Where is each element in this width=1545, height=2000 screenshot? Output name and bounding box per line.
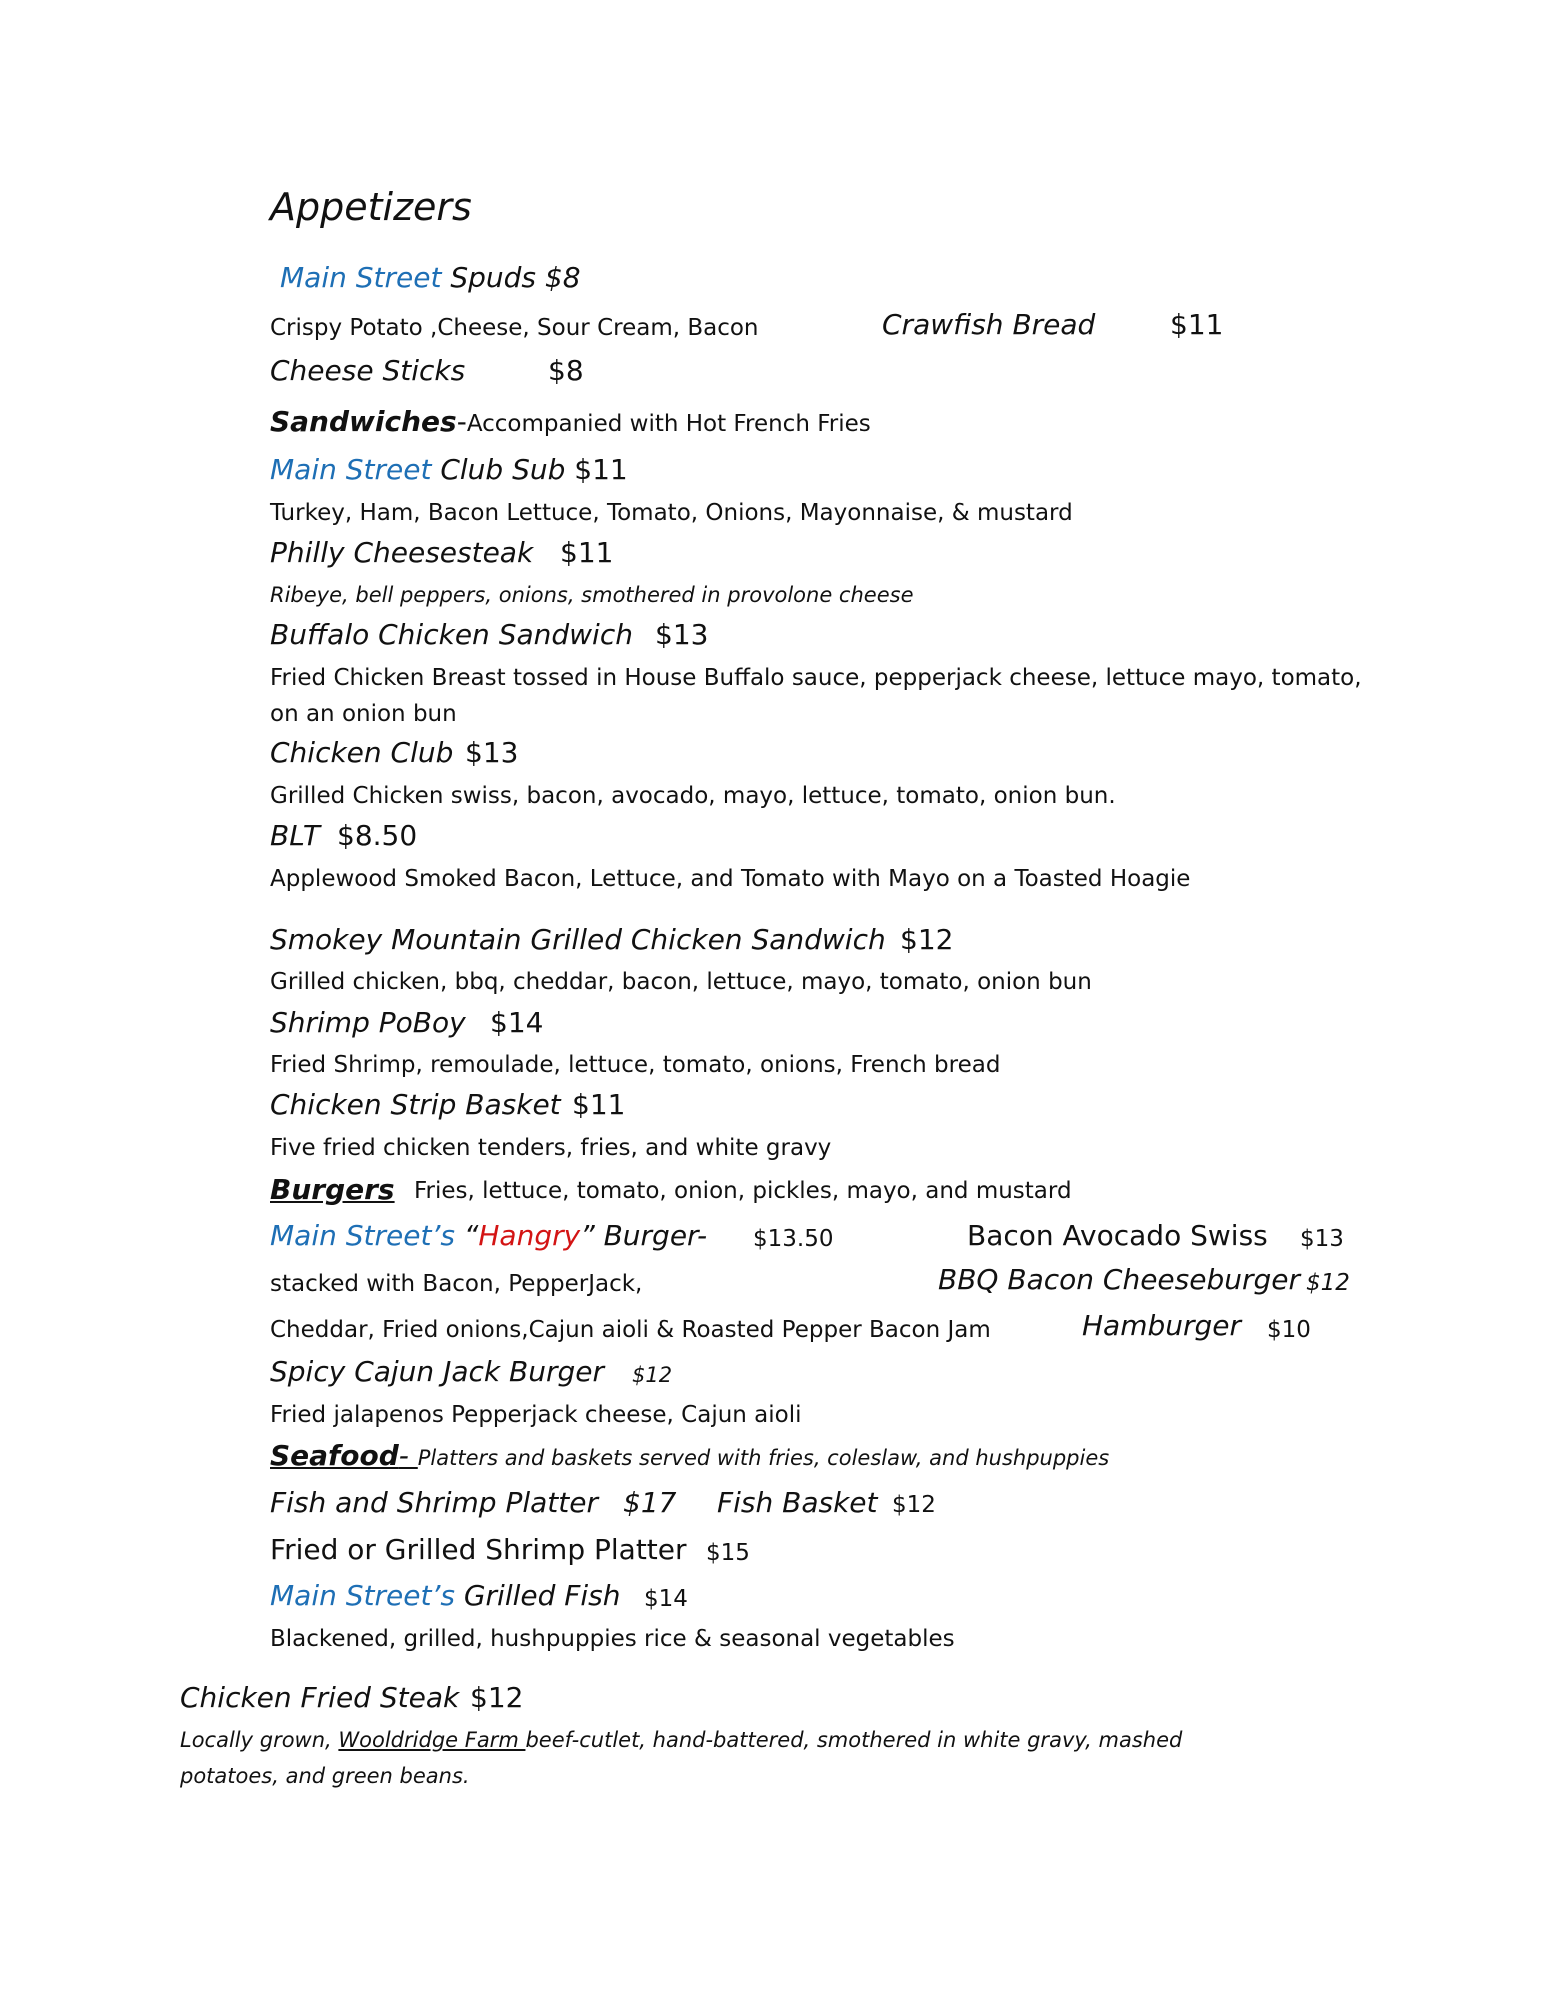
blt-name: BLT	[270, 819, 321, 852]
sandwiches-dash: -	[456, 405, 467, 438]
buffalo-desc-1: Fried Chicken Breast tossed in House Buffalo sauce, pepperjack cheese, lettuce mayo, tomato,	[270, 665, 1362, 691]
seafood-subtitle: Platters and baskets served with fries, coleslaw, and hushpuppies	[417, 1446, 1110, 1470]
hangry-desc-2: Cheddar, Fried onions,Cajun aioli & Roasted Pepper Bacon Jam	[270, 1317, 991, 1343]
grilled-fish-desc: Blackened, grilled, hushpuppies rice & seasonal vegetables	[270, 1626, 955, 1652]
spuds-name: Spuds $8	[450, 261, 581, 294]
hangry-desc-1: stacked with Bacon, PepperJack,	[270, 1271, 643, 1297]
philly-name: Philly Cheesesteak	[270, 536, 534, 569]
spuds-brand: Main Street	[280, 261, 442, 294]
grilled-fish-brand: Main Street’s	[270, 1579, 455, 1612]
club-sub-title	[270, 453, 628, 486]
hangry-title	[270, 1219, 708, 1252]
poboy-price: $14	[490, 1006, 544, 1039]
philly-desc: Ribeye, bell peppers, onions, smothered in provolone cheese	[270, 583, 914, 607]
steak-desc-2: potatoes, and green beans.	[180, 1764, 470, 1788]
club-sub-price: $11	[574, 453, 628, 486]
burgers-subtitle: Fries, lettuce, tomato, onion, pickles, mayo, and mustard	[414, 1178, 1072, 1204]
steak-desc-1c: beef-cutlet, hand-battered, smothered in white gravy, mashed	[525, 1728, 1183, 1752]
sandwiches-heading-row	[270, 405, 871, 438]
hangry-price: $13.50	[753, 1226, 834, 1252]
steak-name: Chicken Fried Steak	[180, 1681, 460, 1714]
cajun-name: Spicy Cajun Jack Burger	[270, 1355, 604, 1388]
grilled-fish-price: $14	[644, 1586, 688, 1612]
hangry-rest: ” Burger-	[580, 1219, 708, 1252]
bbq-name: BBQ Bacon Cheeseburger	[938, 1263, 1301, 1296]
poboy-desc: Fried Shrimp, remoulade, lettuce, tomato, onions, French bread	[270, 1052, 1001, 1078]
smokey-price: $12	[900, 923, 954, 956]
buffalo-desc-2: on an onion bun	[270, 701, 457, 727]
chicken-club-name: Chicken Club	[270, 736, 454, 769]
seafood-heading-row	[270, 1439, 1110, 1472]
strip-basket-name: Chicken Strip Basket	[270, 1088, 561, 1121]
crawfish-name: Crawfish Bread	[882, 308, 1096, 341]
steak-price: $12	[470, 1681, 524, 1714]
cajun-price: $12	[632, 1363, 673, 1387]
crawfish-price: $11	[1170, 308, 1224, 341]
steak-desc-farm: Wooldridge Farm	[338, 1728, 526, 1752]
grilled-fish-name: Grilled Fish	[463, 1579, 621, 1612]
shrimp-platter-name: Fried or Grilled Shrimp Platter	[270, 1533, 687, 1566]
smokey-name: Smokey Mountain Grilled Chicken Sandwich	[270, 923, 886, 956]
chicken-club-price: $13	[465, 736, 519, 769]
steak-desc-1	[180, 1730, 1182, 1751]
philly-price: $11	[560, 536, 614, 569]
appetizers-heading: Appetizers	[270, 185, 472, 229]
spuds-desc: Crispy Potato ,Cheese, Sour Cream, Bacon	[270, 315, 759, 341]
fish-basket-name: Fish Basket	[717, 1486, 878, 1519]
cheese-sticks-price: $8	[548, 354, 584, 387]
blt-desc: Applewood Smoked Bacon, Lettuce, and Tomato with Mayo on a Toasted Hoagie	[270, 866, 1191, 892]
cheese-sticks-name: Cheese Sticks	[270, 354, 466, 387]
club-sub-desc: Turkey, Ham, Bacon Lettuce, Tomato, Onions, Mayonnaise, & mustard	[270, 500, 1073, 526]
steak-desc-1a: Locally grown,	[180, 1728, 339, 1752]
spuds-title	[280, 261, 581, 294]
fish-shrimp-platter-name: Fish and Shrimp Platter	[270, 1486, 598, 1519]
smokey-desc: Grilled chicken, bbq, cheddar, bacon, lettuce, mayo, tomato, onion bun	[270, 969, 1092, 995]
hangry-brand: Main Street’s	[270, 1219, 455, 1252]
sandwiches-heading: Sandwiches	[270, 405, 457, 438]
cajun-desc: Fried jalapenos Pepperjack cheese, Cajun aioli	[270, 1402, 802, 1428]
club-sub-name: Club Sub	[440, 453, 566, 486]
chicken-club-desc: Grilled Chicken swiss, bacon, avocado, mayo, lettuce, tomato, onion bun.	[270, 783, 1116, 809]
avocado-name: Bacon Avocado Swiss	[967, 1219, 1268, 1252]
buffalo-price: $13	[655, 618, 709, 651]
bbq-price: $12	[1306, 1270, 1350, 1296]
grilled-fish-title	[270, 1579, 621, 1612]
seafood-heading: Seafood	[270, 1439, 399, 1472]
fish-basket-price: $12	[892, 1492, 936, 1518]
club-sub-brand: Main Street	[270, 453, 432, 486]
hangry-quote-open: “	[463, 1219, 479, 1252]
poboy-name: Shrimp PoBoy	[270, 1006, 466, 1039]
burgers-heading: Burgers	[270, 1173, 395, 1206]
buffalo-name: Buffalo Chicken Sandwich	[270, 618, 633, 651]
hamburger-price: $10	[1267, 1317, 1311, 1343]
fish-shrimp-platter-price: $17	[623, 1486, 677, 1519]
avocado-price: $13	[1300, 1226, 1344, 1252]
strip-basket-price: $11	[572, 1088, 626, 1121]
hangry-word: Hangry	[478, 1219, 581, 1252]
strip-basket-desc: Five fried chicken tenders, fries, and white gravy	[270, 1135, 832, 1161]
blt-price: $8.50	[337, 819, 418, 852]
sandwiches-subtitle: Accompanied with Hot French Fries	[466, 411, 871, 437]
seafood-dash: -	[398, 1439, 418, 1472]
shrimp-platter-price: $15	[706, 1540, 750, 1566]
hamburger-name: Hamburger	[1082, 1309, 1242, 1342]
